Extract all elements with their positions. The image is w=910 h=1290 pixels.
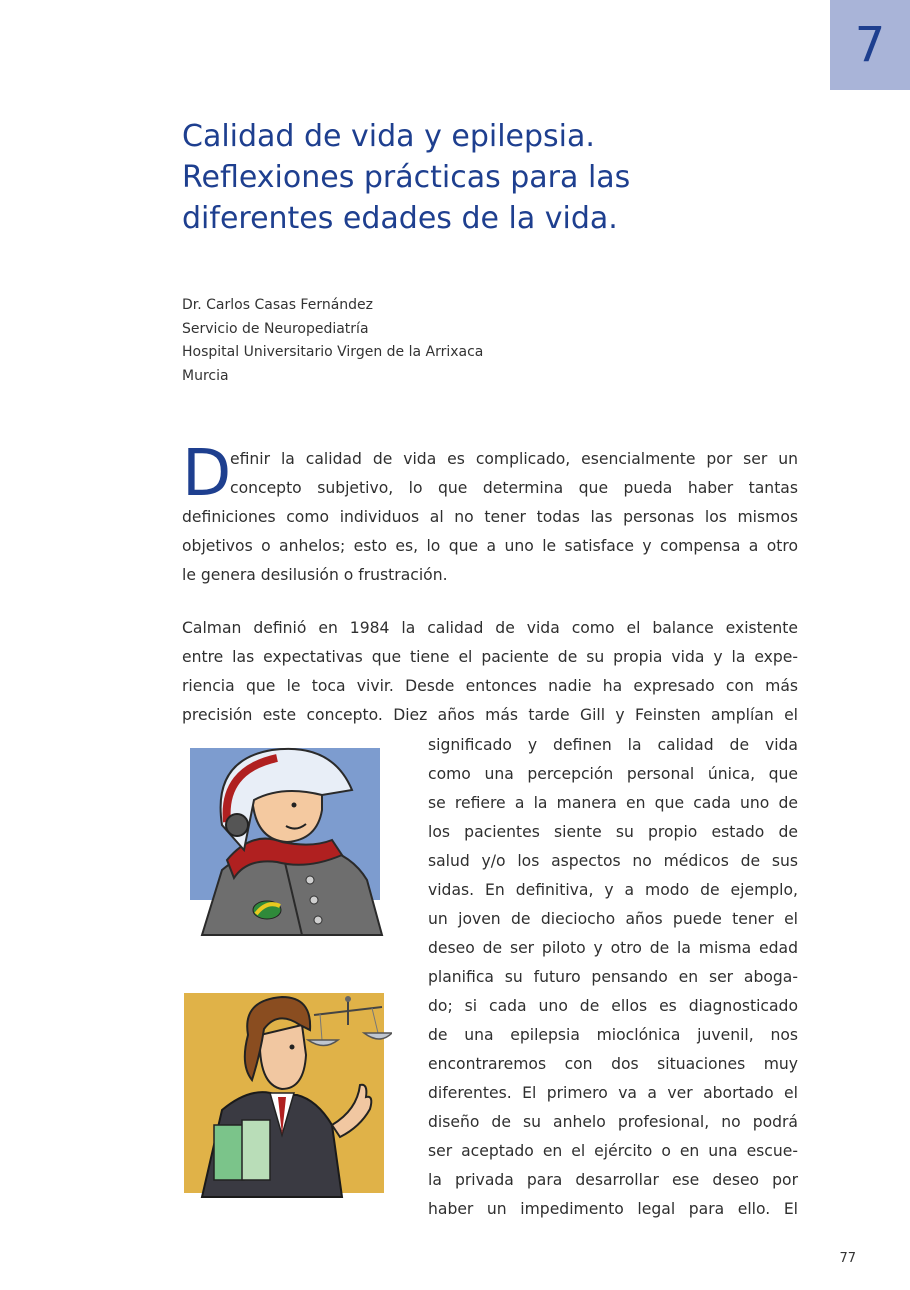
text-line: le genera desilusión o frustración.	[182, 566, 448, 584]
lawyer-icon	[182, 985, 392, 1200]
author-department: Servicio de Neuropediatría	[182, 320, 369, 337]
text-line: los pacientes siente su propio estado de	[428, 823, 798, 841]
text-line: planifica su futuro pensando en ser aboga-	[428, 968, 798, 986]
author-hospital: Hospital Universitario Virgen de la Arrixaca	[182, 344, 484, 360]
text-line: ser aceptado en el ejército o en una escue-	[428, 1142, 798, 1160]
title-line: diferentes edades de la vida.	[182, 201, 618, 236]
text-line: diferentes. El primero va a ver abortado el	[428, 1084, 798, 1102]
text-line: precisión este concepto. Diez años más tarde Gill y Feinsten amplían el	[182, 706, 798, 724]
chapter-number-box	[830, 0, 910, 90]
pilot-illustration	[182, 730, 392, 955]
page-number: 77	[839, 1251, 856, 1266]
paragraph-calman-column	[428, 731, 798, 1224]
text-line: deseo de ser piloto y otro de la misma edad	[428, 939, 798, 957]
text-line: objetivos o anhelos; esto es, lo que a uno le satisface y compensa a otro	[182, 537, 798, 555]
text-line: como una percepción personal única, que	[428, 765, 798, 783]
author-name: Dr. Carlos Casas Fernández	[182, 297, 374, 313]
text-line: vidas. En definitiva, y a modo de ejemplo,	[428, 881, 798, 899]
title-line: Reflexiones prácticas para las	[182, 160, 631, 195]
text-line: do; si cada uno de ellos es diagnosticado	[428, 997, 798, 1015]
chapter-number: 7	[854, 17, 886, 73]
text-line: diseño de su anhelo profesional, no podrá	[428, 1113, 798, 1131]
text-line: la privada para desarrollar ese deseo por	[428, 1171, 798, 1189]
text-line: de una epilepsia mioclónica juvenil, nos	[428, 1026, 798, 1044]
text-line: un joven de dieciocho años puede tener el	[428, 910, 798, 928]
text-line: entre las expectativas que tiene el paciente de su propia vida y la expe-	[182, 648, 798, 666]
author-city: Murcia	[182, 367, 229, 384]
drop-cap: D	[182, 437, 232, 511]
text-line: efinir la calidad de vida es complicado, esencialmente por ser un	[230, 450, 798, 468]
lawyer-illustration	[182, 985, 392, 1200]
text-line: Calman definió en 1984 la calidad de vida como el balance existente	[182, 619, 798, 637]
text-line: encontraremos con dos situaciones muy	[428, 1055, 798, 1073]
text-line: riencia que le toca vivir. Desde entonces nadie ha expresado con más	[182, 677, 798, 695]
text-line: se refiere a la manera en que cada uno de	[428, 794, 798, 812]
page-title	[182, 116, 822, 239]
text-line: salud y/o los aspectos no médicos de sus	[428, 852, 798, 870]
author-block	[182, 294, 483, 388]
text-line: significado y definen la calidad de vida	[428, 736, 798, 754]
text-line: definiciones como individuos al no tener todas las personas los mismos	[182, 508, 798, 526]
paragraph-intro	[182, 445, 798, 590]
text-line: concepto subjetivo, lo que determina que pueda haber tantas	[230, 479, 798, 497]
title-line: Calidad de vida y epilepsia.	[182, 119, 595, 154]
text-line: haber un impedimento legal para ello. El	[428, 1200, 798, 1218]
paragraph-calman	[182, 614, 798, 730]
pilot-icon	[182, 730, 392, 955]
